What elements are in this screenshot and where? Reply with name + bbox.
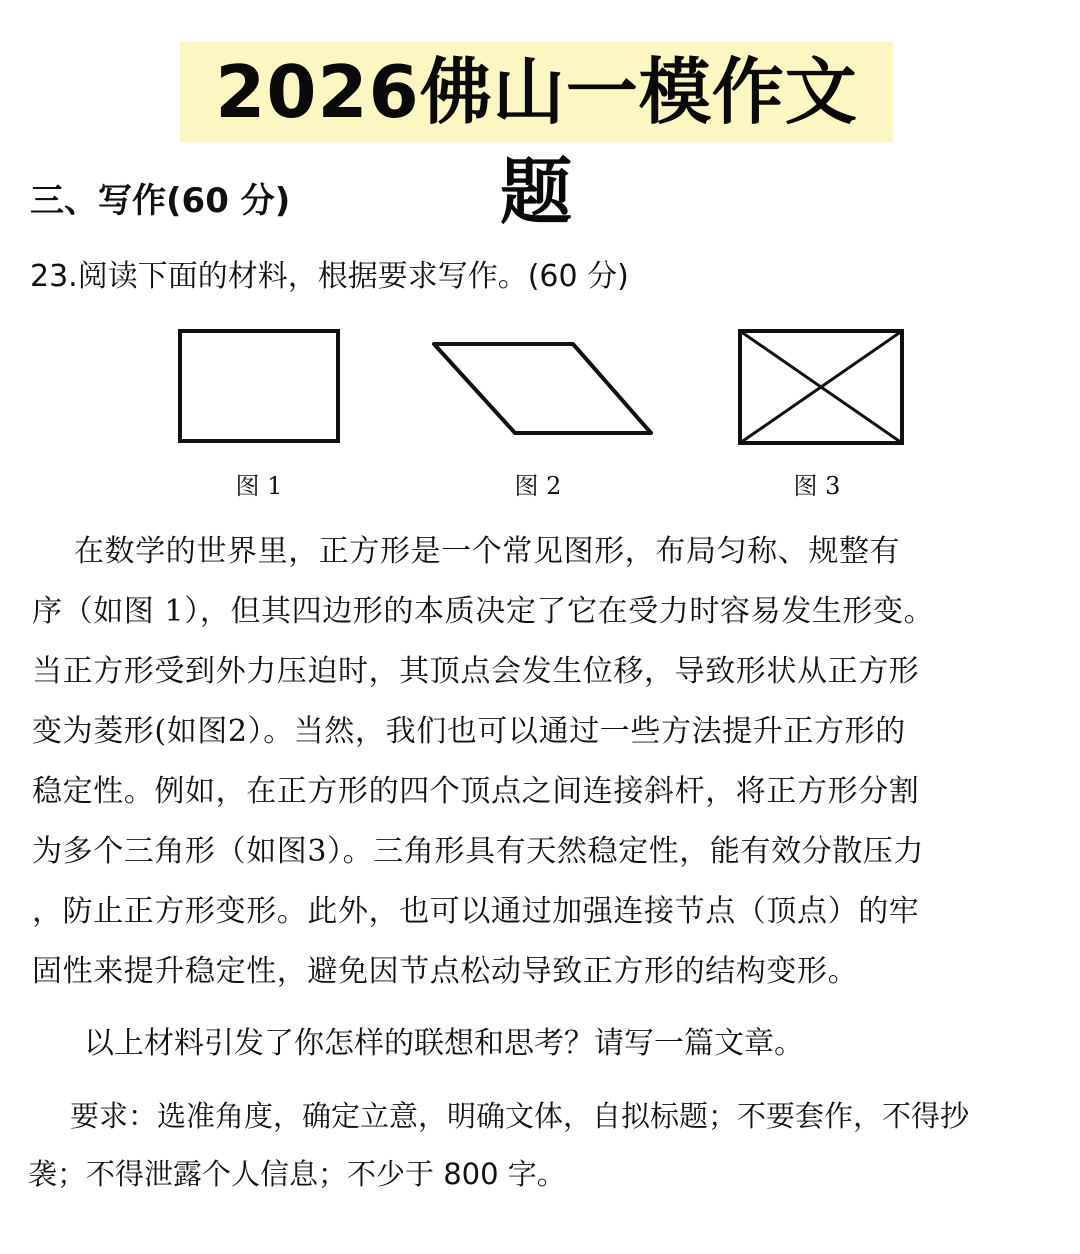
figure-caption-2: 图 2 [514, 472, 562, 500]
material-line: 序（如图 1），但其四边形的本质决定了它在受力时容易发生形变。 [32, 594, 935, 629]
section-heading: 三、写作(60 分) [30, 181, 291, 221]
material-line: 为多个三角形（如图3）。三角形具有天然稳定性，能有效分散压力 [32, 834, 925, 869]
material-line: 当正方形受到外力压迫时，其顶点会发生位移，导致形状从正方形 [32, 654, 920, 689]
question-prompt: 23.阅读下面的材料，根据要求写作。(60 分) [30, 259, 629, 294]
figure-caption-3: 图 3 [793, 472, 841, 500]
title-highlight [180, 42, 893, 234]
figure-1-square [180, 331, 338, 441]
requirements-line: 要求：选准角度，确定立意，明确文体，自拟标题；不要套作，不得抄 [70, 1099, 970, 1133]
page-title: 2026佛山一模作文题 [215, 50, 858, 234]
material-line: 稳定性。例如，在正方形的四个顶点之间连接斜杆，将正方形分割 [32, 774, 920, 809]
figures [0, 320, 1080, 450]
requirements-line: 袭；不得泄露个人信息；不少于 800 字。 [28, 1157, 566, 1191]
figure-caption-1: 图 1 [235, 472, 283, 500]
figure-3-braced-square [740, 331, 902, 443]
figure-2-rhombus [434, 344, 651, 433]
writing-prompt: 以上材料引发了你怎样的联想和思考？请写一篇文章。 [84, 1026, 804, 1061]
material-line: 变为菱形(如图2）。当然，我们也可以通过一些方法提升正方形的 [32, 714, 906, 749]
material-line: ，防止正方形变形。此外，也可以通过加强连接节点（顶点）的牢 [32, 894, 920, 929]
material-line: 在数学的世界里，正方形是一个常见图形，布局匀称、规整有 [74, 534, 901, 569]
material-line: 固性来提升稳定性，避免因节点松动导致正方形的结构变形。 [32, 954, 859, 989]
